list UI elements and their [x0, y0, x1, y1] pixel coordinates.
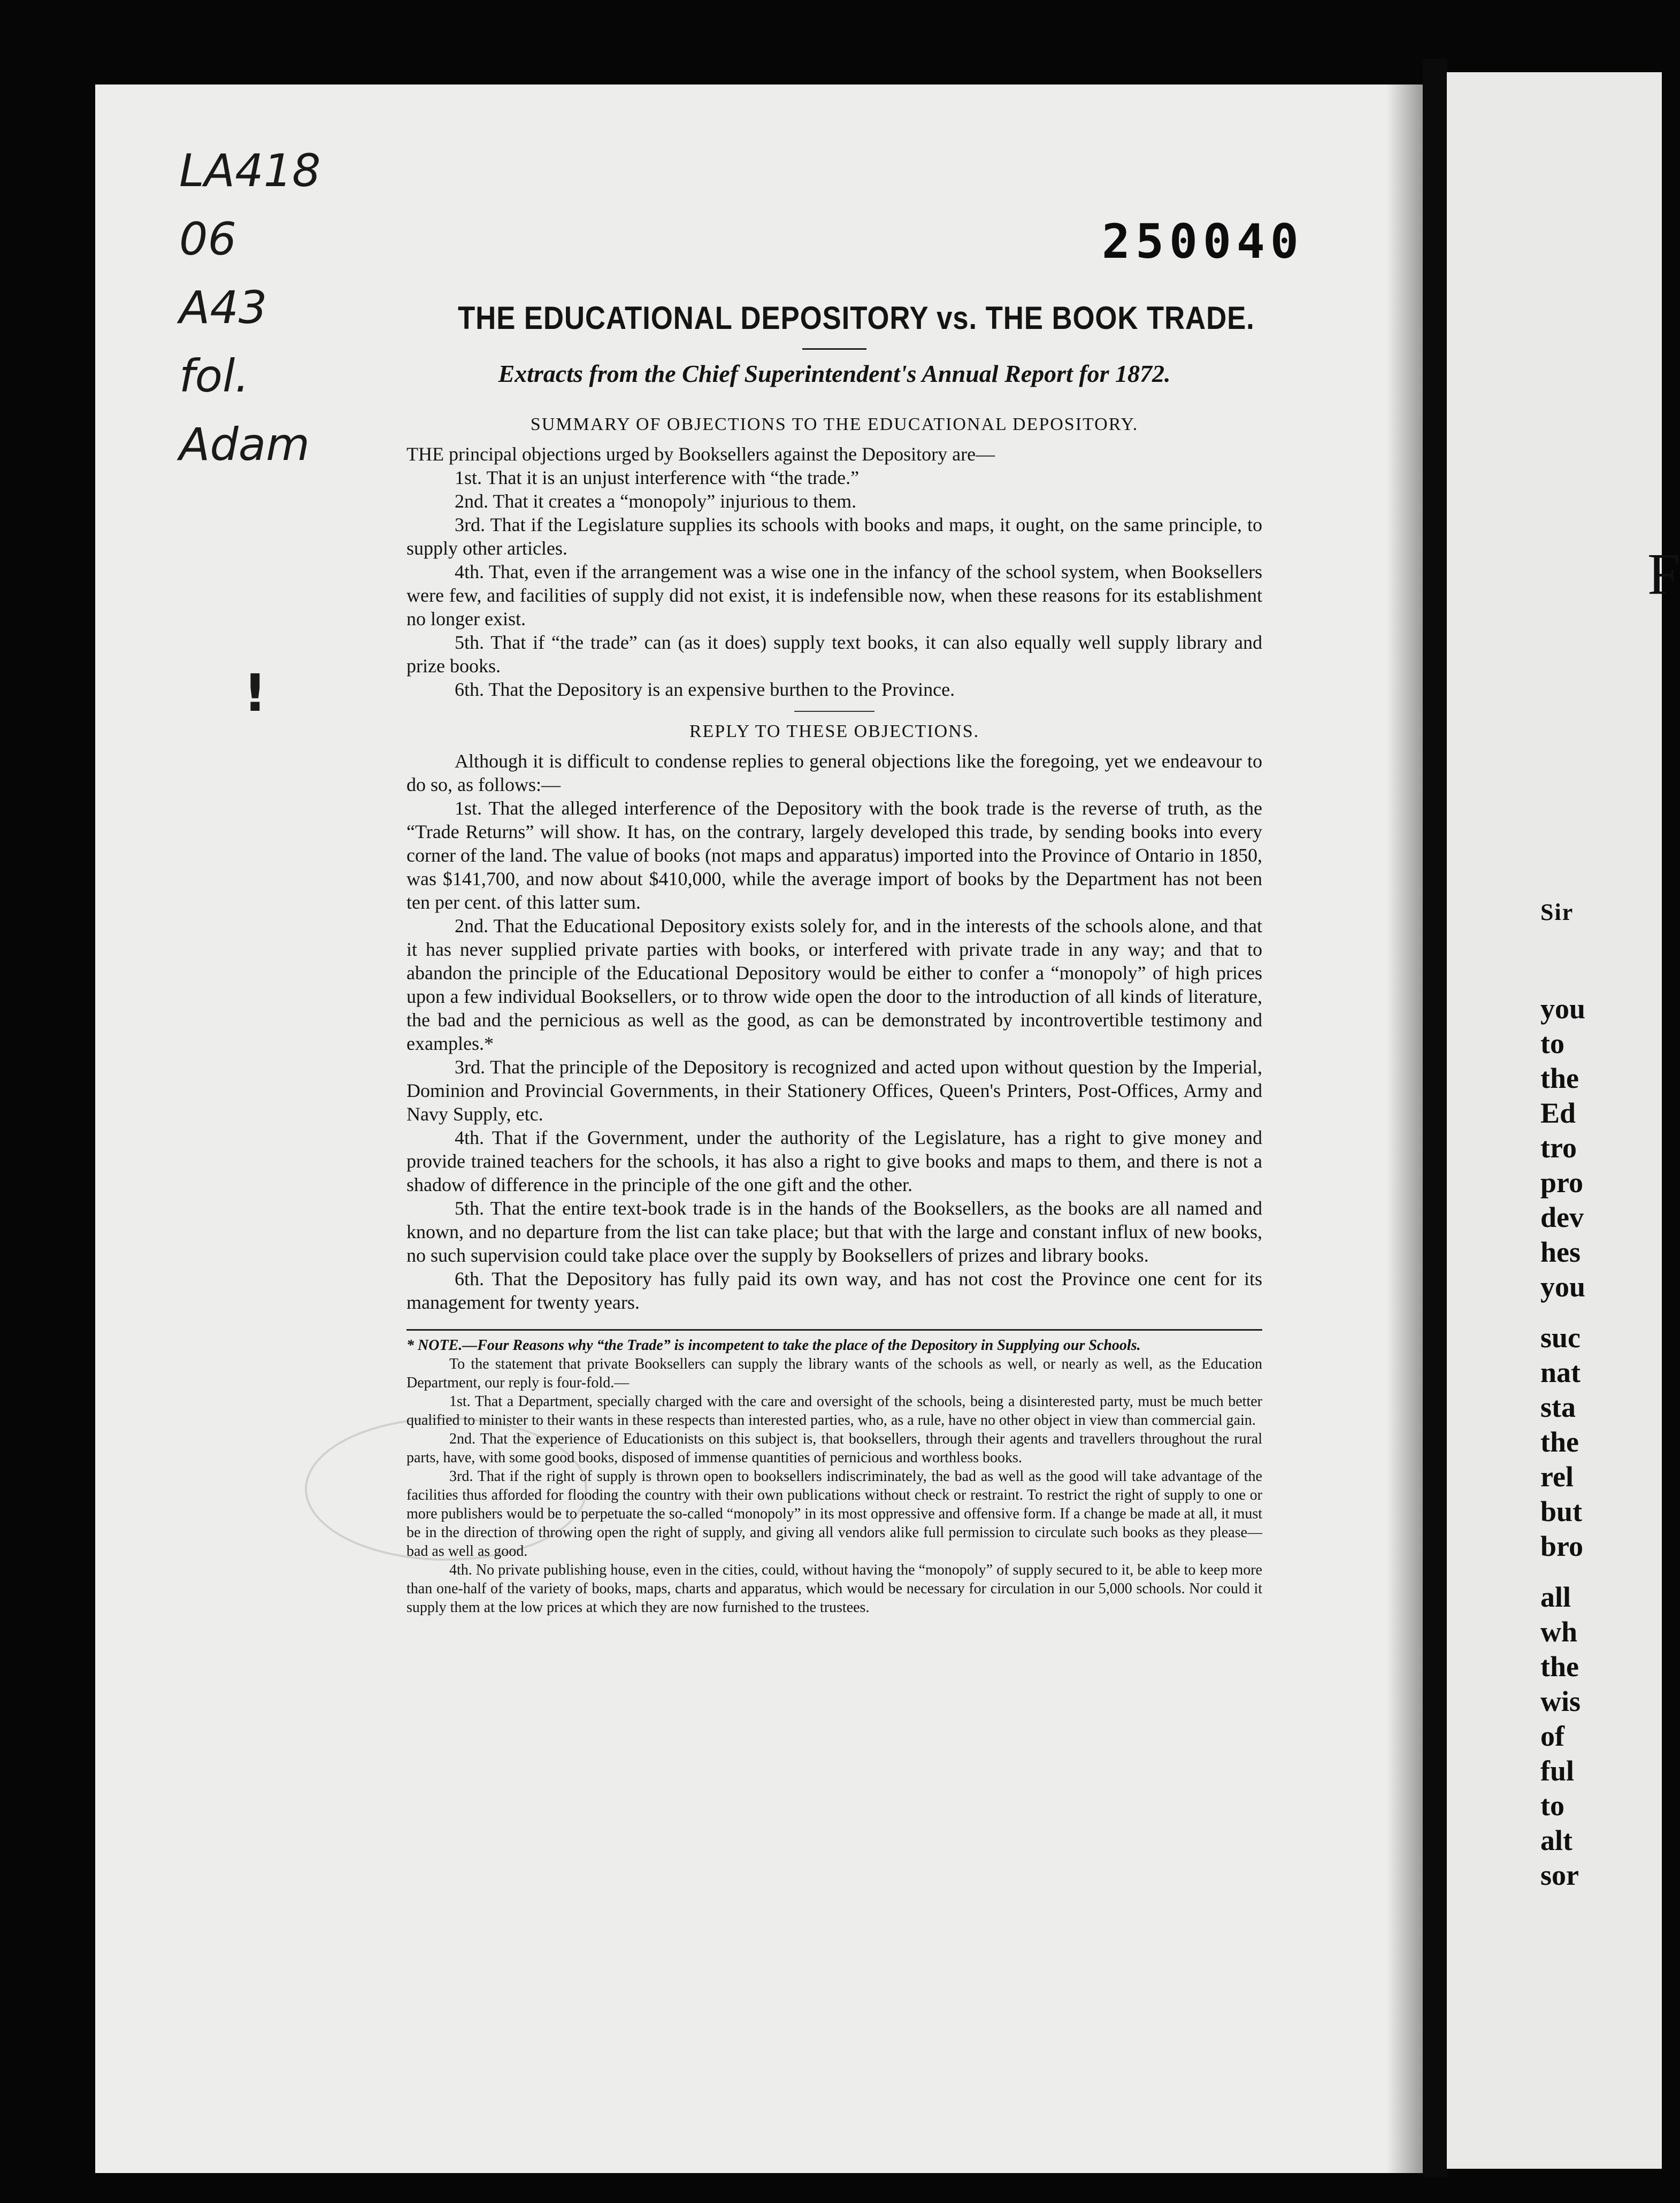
facing-page-word: to: [1540, 1790, 1564, 1822]
facing-page-word: pro: [1540, 1166, 1584, 1199]
spine-shadow: [1386, 85, 1423, 2173]
reply-item: 1st. That the alleged interference of the Depository with the book trade is the reverse of truth, as the “Trade Returns” will show. It has, on the contrary, largely developed this trade, by sending books into every corner of the land. The value of books (not maps and apparatus) imported into the Province of Ontario in 1850, was $141,700, and now about $410,000, while the average import of books by the Department has not been ten per cent. of this latter sum.: [406, 797, 1262, 913]
facing-page-word: wis: [1540, 1685, 1581, 1717]
title-rule: [802, 348, 866, 350]
facing-page-word: the: [1540, 1651, 1579, 1683]
footnote-paragraph: 2nd. That the experience of Educationists on this subject is, that booksellers, through their agents and travellers throughout the rural parts, have, with some good books, disposed of immense quantities of pernicious and worthless books.: [406, 1431, 1262, 1466]
handwritten-line: LA418: [179, 144, 321, 197]
reply-intro: Although it is difficult to condense replies to general objections like the foregoing, yet we endeavour to do so, as follows:—: [406, 750, 1262, 795]
footnote-note: * NOTE.—Four Reasons why “the Trade” is incompetent to take the place of the Depository in Supplying our Schools.: [406, 1337, 1141, 1354]
footnote-rule: [406, 1329, 1262, 1331]
facing-page-word: Ed: [1540, 1097, 1576, 1129]
binding-fold: [1423, 59, 1447, 2177]
facing-page-word: nat: [1540, 1356, 1581, 1388]
stamped-number: 250040: [1102, 214, 1304, 269]
summary-item: 5th. That if “the trade” can (as it does) supply text books, it can also equally well supply library and prize books.: [406, 632, 1262, 677]
facing-page-word: to: [1540, 1027, 1564, 1060]
summary-item: 6th. That the Depository is an expensive burthen to the Province.: [455, 679, 955, 700]
facing-page-letter: F: [1647, 541, 1680, 607]
reply-item: 6th. That the Depository has fully paid its own way, and has not cost the Province one cent for its management for twenty years.: [406, 1268, 1262, 1313]
document-body: [406, 300, 1262, 1617]
reply-heading: REPLY TO THESE OBJECTIONS.: [689, 721, 980, 741]
facing-page-word: wh: [1540, 1616, 1578, 1648]
handwritten-call-number: [179, 136, 340, 479]
summary-item: 1st. That it is an unjust interference with “the trade.”: [455, 467, 860, 488]
footnote-paragraph: 1st. That a Department, specially charged with the care and oversight of the schools, being a disinterested party, must be much better qualified to minister to their wants in these respects than interested parties, who, as a rule, have no other object in view than commercial gain.: [406, 1393, 1262, 1429]
handwritten-line: A43: [179, 281, 267, 334]
section-rule: [794, 711, 874, 712]
facing-page-word: sor: [1540, 1859, 1579, 1891]
reply-item: 4th. That if the Government, under the authority of the Legislature, has a right to give money and provide trained teachers for the schools, it has also a right to give books and maps to them, and there is not a shadow of difference in the principle of the one gift and the other.: [406, 1127, 1262, 1195]
facing-page-word: alt: [1540, 1824, 1572, 1856]
facing-page-word: you: [1540, 1271, 1586, 1303]
facing-page-word: dev: [1540, 1201, 1584, 1233]
facing-page-word: hes: [1540, 1236, 1581, 1268]
handwritten-line: 06: [179, 213, 236, 265]
reply-item: 3rd. That the principle of the Depository is recognized and acted upon without question by the Imperial, Dominion and Provincial Governments, in their Stationery Offices, Queen's Printers, Post-Offices, Army and Navy Supply, etc.: [406, 1056, 1262, 1125]
handwritten-mark: !: [243, 663, 267, 723]
footnote-paragraph: 4th. No private publishing house, even in the cities, could, without having the “monopoly” of supply secured to it, be able to keep more than one-half of the variety of books, maps, charts and apparatus, which would be necessary for circulation in our 5,000 schools. Nor could it supply them at the low prices at which they are now furnished to the trustees.: [406, 1562, 1262, 1616]
facing-page-word: but: [1540, 1495, 1583, 1527]
summary-item: 2nd. That it creates a “monopoly” injurious to them.: [455, 490, 857, 512]
facing-page-word: rel: [1540, 1461, 1574, 1493]
footnote-paragraph: 3rd. That if the right of supply is thrown open to booksellers indiscriminately, the bad as well as the good will take advantage of the facilities thus afforded for flooding the country with their own publications without check or restraint. To restrict the right of supply to one or more publishers would be to perpetuate the so-called “monopoly” in its most oppressive and offensive form. If a change be made at all, it must be in the direction of throwing open the right of supply, and giving all vendors alike full permission to circulate such books as they please—bad as well as good.: [406, 1468, 1262, 1560]
facing-page-word: of: [1540, 1720, 1564, 1752]
facing-page-word: the: [1540, 1062, 1579, 1094]
facing-page-word: sta: [1540, 1391, 1576, 1423]
facing-page-salutation: Sir: [1540, 899, 1574, 925]
facing-page-word: you: [1540, 993, 1586, 1025]
summary-heading: SUMMARY OF OBJECTIONS TO THE EDUCATIONAL DEPOSITORY.: [530, 414, 1139, 434]
facing-page-word: all: [1540, 1581, 1571, 1613]
summary-intro: THE principal objections urged by Booksellers against the Depository are—: [406, 443, 995, 465]
handwritten-line: fol.: [179, 350, 250, 402]
reply-item: 5th. That the entire text-book trade is in the hands of the Booksellers, as the books are all named and known, and no departure from the list can take place; but that with the large and constant influx of new books, no such supervision could take place over the supply by Booksellers of prizes and library books.: [406, 1198, 1262, 1266]
reply-item: 2nd. That the Educational Depository exists solely for, and in the interests of the schools alone, and that it has never supplied private parties with books, or interfered with private trade in any way; and that to abandon the principle of the Educational Depository would be either to confer a “monopoly” of high prices upon a few individual Booksellers, or to throw wide open the door to the introduction of all kinds of literature, the bad and the pernicious as well as the good, as can be demonstrated by incontrovertible testimony and examples.*: [406, 915, 1262, 1054]
facing-page-word: suc: [1540, 1322, 1581, 1354]
summary-item: 4th. That, even if the arrangement was a wise one in the infancy of the school system, when Booksellers were few, and facilities of supply did not exist, it is indefensible now, when these reasons for its establishment no longer exist.: [406, 561, 1262, 630]
summary-item: 3rd. That if the Legislature supplies its schools with books and maps, it ought, on the same principle, to supply other articles.: [406, 514, 1262, 559]
facing-page-word: tro: [1540, 1132, 1577, 1164]
facing-page-word: bro: [1540, 1530, 1584, 1562]
document-subtitle: Extracts from the Chief Superintendent's Annual Report for 1872.: [498, 360, 1171, 387]
handwritten-line: Adam: [179, 418, 310, 471]
footnote-paragraph: To the statement that private Booksellers can supply the library wants of the schools as well, or nearly as well, as the Education Department, our reply is four-fold.—: [406, 1356, 1262, 1391]
facing-page-word: the: [1540, 1426, 1579, 1458]
document-title: THE EDUCATIONAL DEPOSITORY vs. THE BOOK TRADE.: [458, 300, 1255, 336]
facing-page-word: ful: [1540, 1755, 1575, 1787]
